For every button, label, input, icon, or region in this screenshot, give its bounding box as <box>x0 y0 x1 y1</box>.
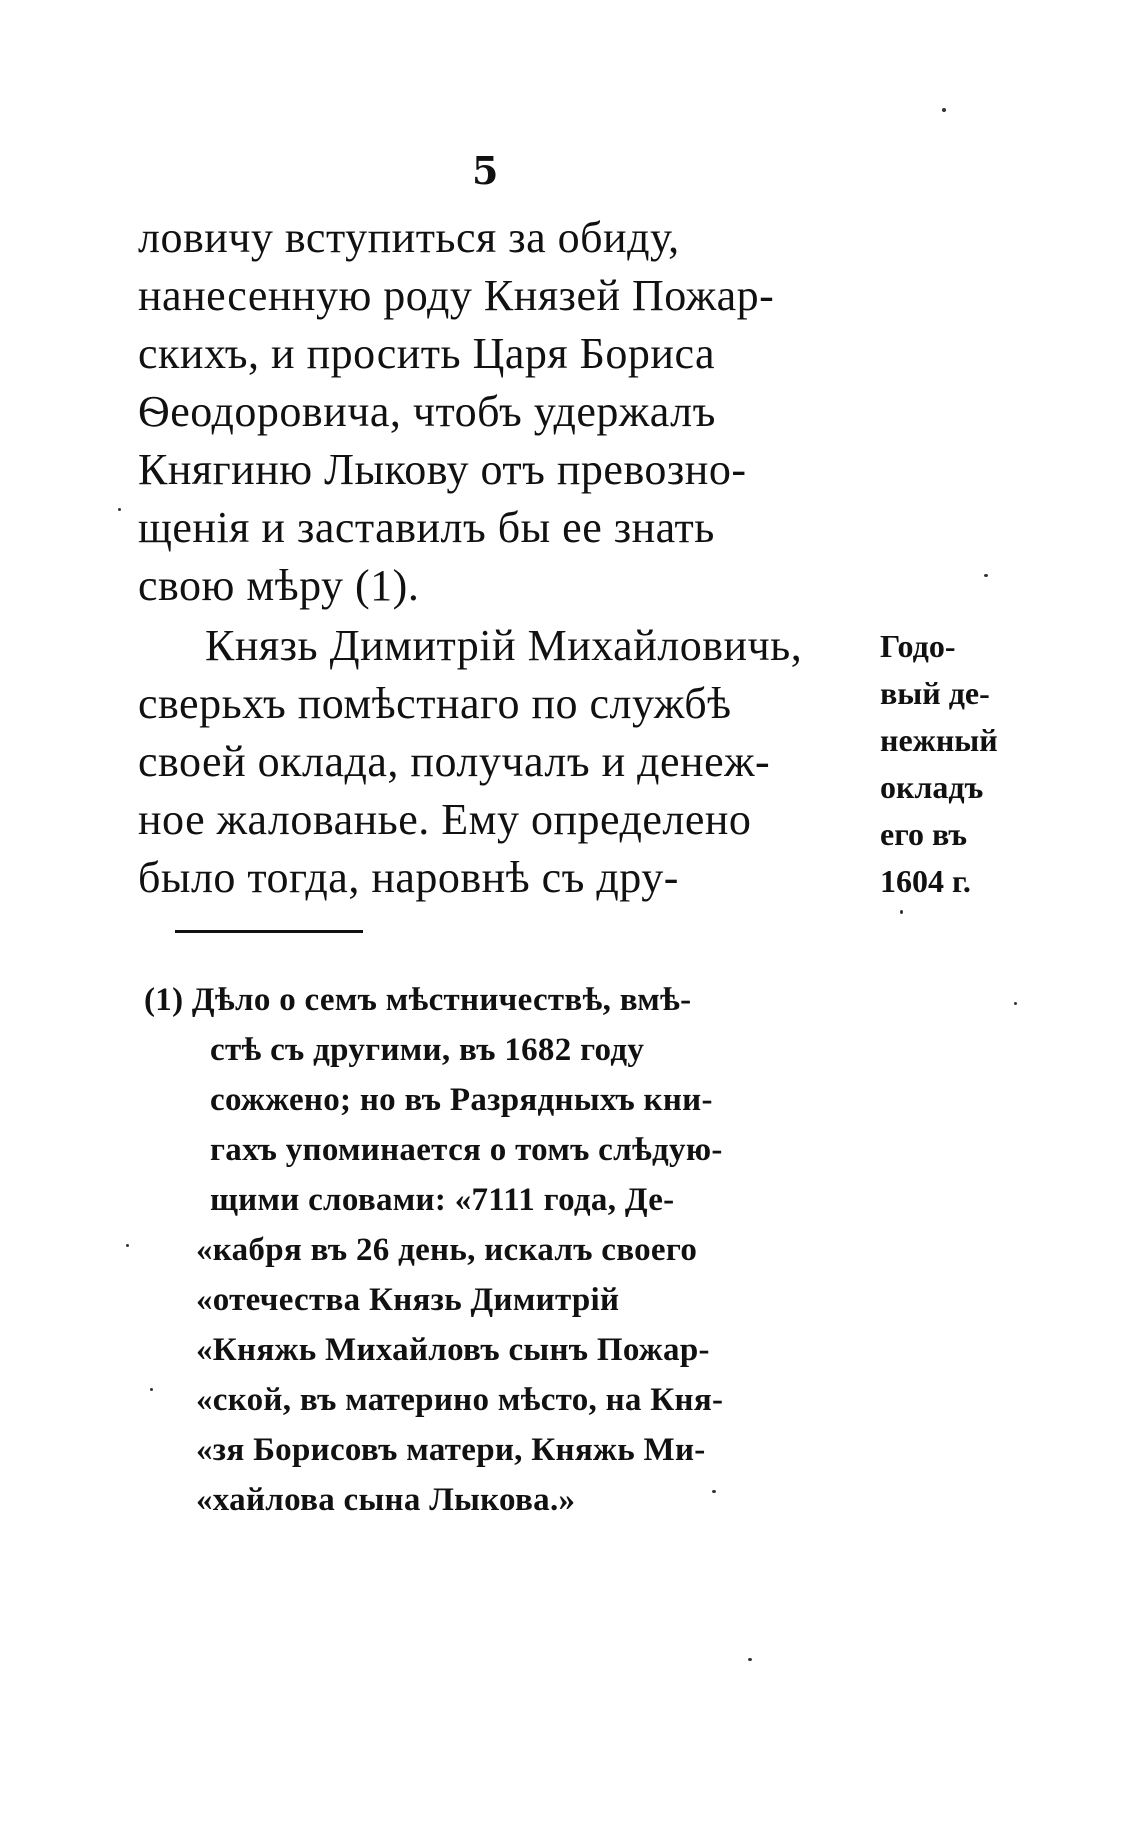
margin-note-line: нежный <box>880 722 998 758</box>
footnote-line: «Княжь Михайловъ сынъ Пожар- <box>196 1332 710 1368</box>
main-text-line: щенія и заставилъ бы ее знать <box>138 503 715 552</box>
footnote-line: «отечества Князь Димитрій <box>196 1282 620 1318</box>
footnote-line: гахъ упоминается о томъ слѣдую- <box>210 1132 723 1168</box>
main-text-line: скихъ, и просить Царя Бориса <box>138 329 716 378</box>
margin-note-line: его въ <box>880 816 968 852</box>
page-number: 5 <box>472 148 499 193</box>
footnote-line: «ской, въ материно мѣсто, на Кня- <box>196 1382 724 1418</box>
footnote-line: щими словами: «7111 года, Де- <box>210 1182 675 1218</box>
paper-speck <box>984 574 988 577</box>
paper-speck <box>942 108 946 112</box>
margin-note-line: Годо- <box>880 628 956 664</box>
footnote-line: «кабря въ 26 день, искалъ своего <box>196 1232 698 1268</box>
margin-note-line: вый де- <box>880 675 990 711</box>
paper-speck <box>712 1490 716 1493</box>
footnote-line: стѣ съ другими, въ 1682 году <box>210 1032 645 1068</box>
margin-note-line: окладъ <box>880 769 984 805</box>
main-text-line: ловичу вступиться за обиду, <box>138 213 680 262</box>
main-text-line: ное жалованье. Ему определено <box>138 795 752 844</box>
footnote-line: «зя Борисовъ матери, Княжь Ми- <box>196 1432 706 1468</box>
paper-speck <box>118 508 121 511</box>
paper-speck <box>150 1388 153 1391</box>
main-text-line: своей оклада, получалъ и денеж- <box>138 737 771 786</box>
footnote-line: сожжено; но въ Разрядныхъ кни- <box>210 1082 713 1118</box>
main-text-line: свою мѣру (1). <box>138 561 420 610</box>
paper-speck <box>748 1658 752 1661</box>
main-text-line: сверьхъ помѣстнаго по службѣ <box>138 679 732 728</box>
main-text-line: Князь Димитрій Михайловичь, <box>205 621 803 670</box>
paper-speck <box>1014 1002 1017 1005</box>
footnote-separator <box>175 930 363 933</box>
main-text-line: Княгиню Лыкову отъ превозно- <box>138 445 747 494</box>
paper-speck <box>900 910 903 914</box>
paper-speck <box>126 1244 129 1247</box>
footnote-line: (1) Дѣло о семъ мѣстничествѣ, вмѣ- <box>144 982 692 1018</box>
main-text-line: Ѳеодоровича, чтобъ удержалъ <box>138 387 716 436</box>
main-text-line: нанесенную роду Князей Пожар- <box>138 271 775 320</box>
margin-note-line: 1604 г. <box>880 863 971 899</box>
footnote-line: «хайлова сына Лыкова.» <box>196 1482 576 1518</box>
main-text-line: было тогда, наровнѣ съ дру- <box>138 853 679 902</box>
